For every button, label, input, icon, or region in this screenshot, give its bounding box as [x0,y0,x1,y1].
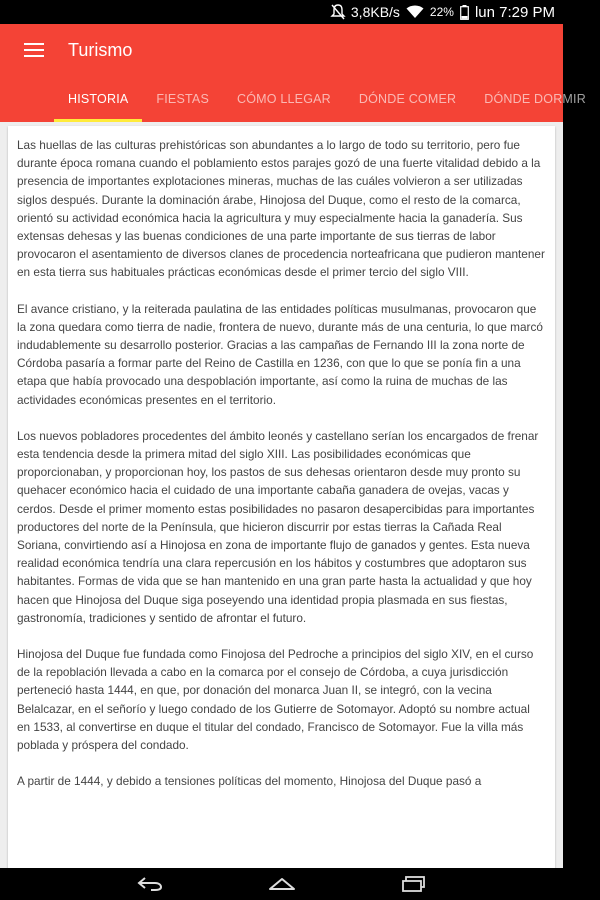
hamburger-menu-icon [24,43,44,57]
clock: lun 7:29 PM [474,3,555,21]
net-speed: 3,8KB/s [350,4,400,20]
app-title: Turismo [68,39,133,60]
recent-apps-icon[interactable] [398,873,430,895]
back-icon[interactable] [134,873,166,895]
history-card [8,126,555,886]
history-paragraph-3: Los nuevos pobladores procedentes del ámbito leonés y castellano serían los encargados de frenar esta tendencia desde la primera mitad del siglo XIII. Las posibilidades económicas que proporcionaban, y proporcionan hoy, los pastos de sus dehesas orientaron desde muy pronto su quehacer económico hacia el cuidado de una importante cabaña ganadera de ovejas, vacas y cerdos. Desde el primer momento estas posibilidades no pasaron desapercibidas para importantes productores del norte de la Península, que hicieron discurrir por estas tierras la Cañada Real Soriana, convirtiendo así a Hinojosa en zona de importante flujo de ganados y gentes. Esta nueva realidad económica tendría una clara repercusión en los hábitos y costumbres que adoptaron sus habitantes. Formas de vida que se han mantenido en una gran parte hasta la actualidad y que hoy hacen que Hinojosa del Duque siga poseyendo una identidad propia plasmada en sus fiestas, gastronomía, tradiciones y sentido de afrontar el futuro. [17,428,539,625]
home-icon[interactable] [266,873,298,895]
history-paragraph-5: A partir de 1444, y debido a tensiones políticas del momento, Hinojosa del Duque pasó a [17,774,482,789]
history-paragraph-1: Las huellas de las culturas prehistóricas son abundantes a lo largo de todo su territorio, pero fue durante época romana cuando el poblamiento estos parajes gozó de una fuerte vitalidad debido a la presencia de importantes explotaciones mineras, muchas de las cuáles volvieron a ser utilizadas siglos después. Durante la dominación árabe, Hinojosa del Duque, como el resto de la comarca, orientó su actividad económica hacia la agricultura y muy especialmente hacia la ganadería. Sus extensas dehesas y las buenas condiciones de una parte importante de sus tierras de labor provocaron el asentamiento de diversos clanes de procedencia norteafricana que pudieron mantener en esta tierra sus habituales prácticas económicas desde el primer tercio del siglo VIII. [17,138,545,280]
app-bar [0,24,586,122]
wifi-icon [406,5,424,19]
tab-como-llegar[interactable]: CÓMO LLEGAR [237,92,331,106]
battery-percent: 22% [429,5,454,19]
silent-mode-icon [331,4,345,20]
tab-donde-comer[interactable]: DÓNDE COMER [358,92,457,106]
history-paragraph-2: El avance cristiano, y la reiterada paulatina de las entidades políticas musulmanas, provocaron que la zona quedara como tierra de nadie, frontera de nuevo, durante más de una centuria, lo que marcó indudablemente su desarrollo posterior. Gracias a las campañas de Fernando III la zona norte de Córdoba pasaría a formar parte del Reino de Castilla en 1236, con que lo que se ponía fin a una etapa que había provocado una despoblación importante, así como la ruina de muchas de las actividades económicas presentes en el territorio. [17,301,543,407]
tab-historia[interactable]: HISTORIA [0,76,142,122]
history-paragraph-4: Hinojosa del Duque fue fundada como Finojosa del Pedroche a principios del siglo XIV, en el curso de la repoblación llevada a cabo en la comarca por el consejo de Córdoba, a cuya jurisdicción perteneció hasta 1444, en que, por donación del monarca Juan II, se integró, con la vecina Belalcazar, en el señorío y luego condado de los Gutierre de Sotomayor. Adoptó su nombre actual en 1533, al convertirse en duque el titular del condado, Francisco de Sotomayor. Fue la villa más poblada y próspera del condado. [17,647,534,753]
tab-donde-dormir[interactable]: DÓNDE DORMIR [484,92,586,106]
status-bar [0,0,563,24]
tab-fiestas[interactable]: FIESTAS [156,92,209,106]
toolbar [0,24,563,76]
menu-button[interactable] [0,24,68,76]
tab-bar [0,76,600,122]
content-scroll-area[interactable] [0,122,563,868]
battery-icon [460,5,469,20]
system-nav-bar [0,868,563,900]
